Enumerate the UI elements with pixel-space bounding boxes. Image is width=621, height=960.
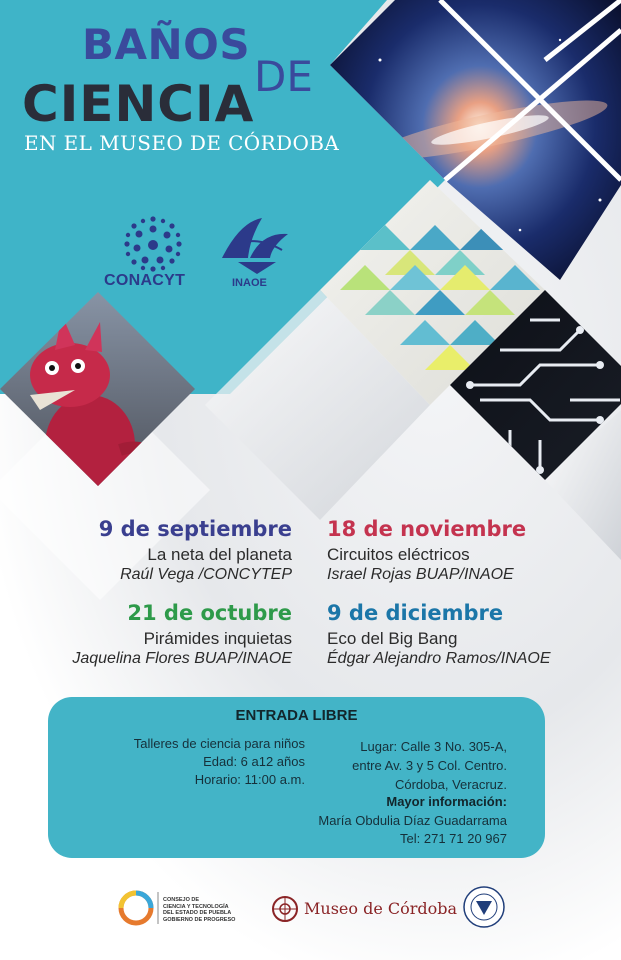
age-text: Edad: 6 a12 años <box>203 754 305 769</box>
title-ciencia: CIENCIA <box>22 75 255 133</box>
event-date: 9 de diciembre <box>327 601 504 625</box>
contact-phone: Tel: 271 71 20 967 <box>400 831 507 846</box>
location-details <box>352 737 507 794</box>
info-box <box>48 697 545 858</box>
title-banos: BAÑOS <box>82 20 251 69</box>
event-speaker: Jaquelina Flores BUAP/INAOE <box>72 650 292 667</box>
inaoe-label: INAOE <box>232 277 267 289</box>
schedule-text: Horario: 11:00 a.m. <box>194 772 305 787</box>
event-3 <box>72 601 292 668</box>
more-info-label: Mayor información: <box>386 794 507 809</box>
title-de: DE <box>254 52 313 101</box>
place-line-3: Córdoba, Veracruz. <box>394 777 507 792</box>
workshops-text: Talleres de ciencia para niños <box>133 736 305 751</box>
event-date: 21 de octubre <box>127 601 292 625</box>
event-2 <box>327 517 526 584</box>
place-line-2: entre Av. 3 y 5 Col. Centro. <box>352 758 507 773</box>
event-speaker: Raúl Vega /CONCYTEP <box>120 566 292 583</box>
workshop-details <box>134 735 305 789</box>
concytep-text <box>163 897 253 923</box>
conacyt-label: CONACYT <box>104 272 186 289</box>
museo-logo <box>273 897 297 921</box>
event-date: 18 de noviembre <box>327 517 527 541</box>
contact-details <box>318 812 507 848</box>
concytep-logo <box>121 892 158 924</box>
subtitle: EN EL MUSEO DE CÓRDOBA <box>24 131 340 155</box>
contact-name: María Obdulia Díaz Guadarrama <box>318 813 507 828</box>
event-topic: Pirámides inquietas <box>143 629 292 648</box>
place-line-1: Lugar: Calle 3 No. 305-A, <box>360 739 507 754</box>
museo-label: Museo de Córdoba <box>304 899 458 918</box>
concytep-line: CIENCIA Y TECNOLOGÍA <box>163 903 229 910</box>
event-topic: La neta del planeta <box>147 545 292 564</box>
concytep-line: CONSEJO DE <box>163 897 200 903</box>
concytep-line: DEL ESTADO DE PUEBLA <box>163 910 232 916</box>
event-date: 9 de septiembre <box>98 517 292 541</box>
event-1 <box>99 517 292 584</box>
event-speaker: Israel Rojas BUAP/INAOE <box>327 566 514 583</box>
info-title: ENTRADA LIBRE <box>235 707 358 724</box>
concytep-line: GOBIERNO DE PROGRESO <box>163 916 236 923</box>
event-speaker: Édgar Alejandro Ramos/INAOE <box>327 650 551 667</box>
event-4 <box>327 601 551 668</box>
event-topic: Eco del Big Bang <box>327 629 458 648</box>
event-topic: Circuitos eléctricos <box>327 545 470 564</box>
university-seal <box>464 887 504 927</box>
